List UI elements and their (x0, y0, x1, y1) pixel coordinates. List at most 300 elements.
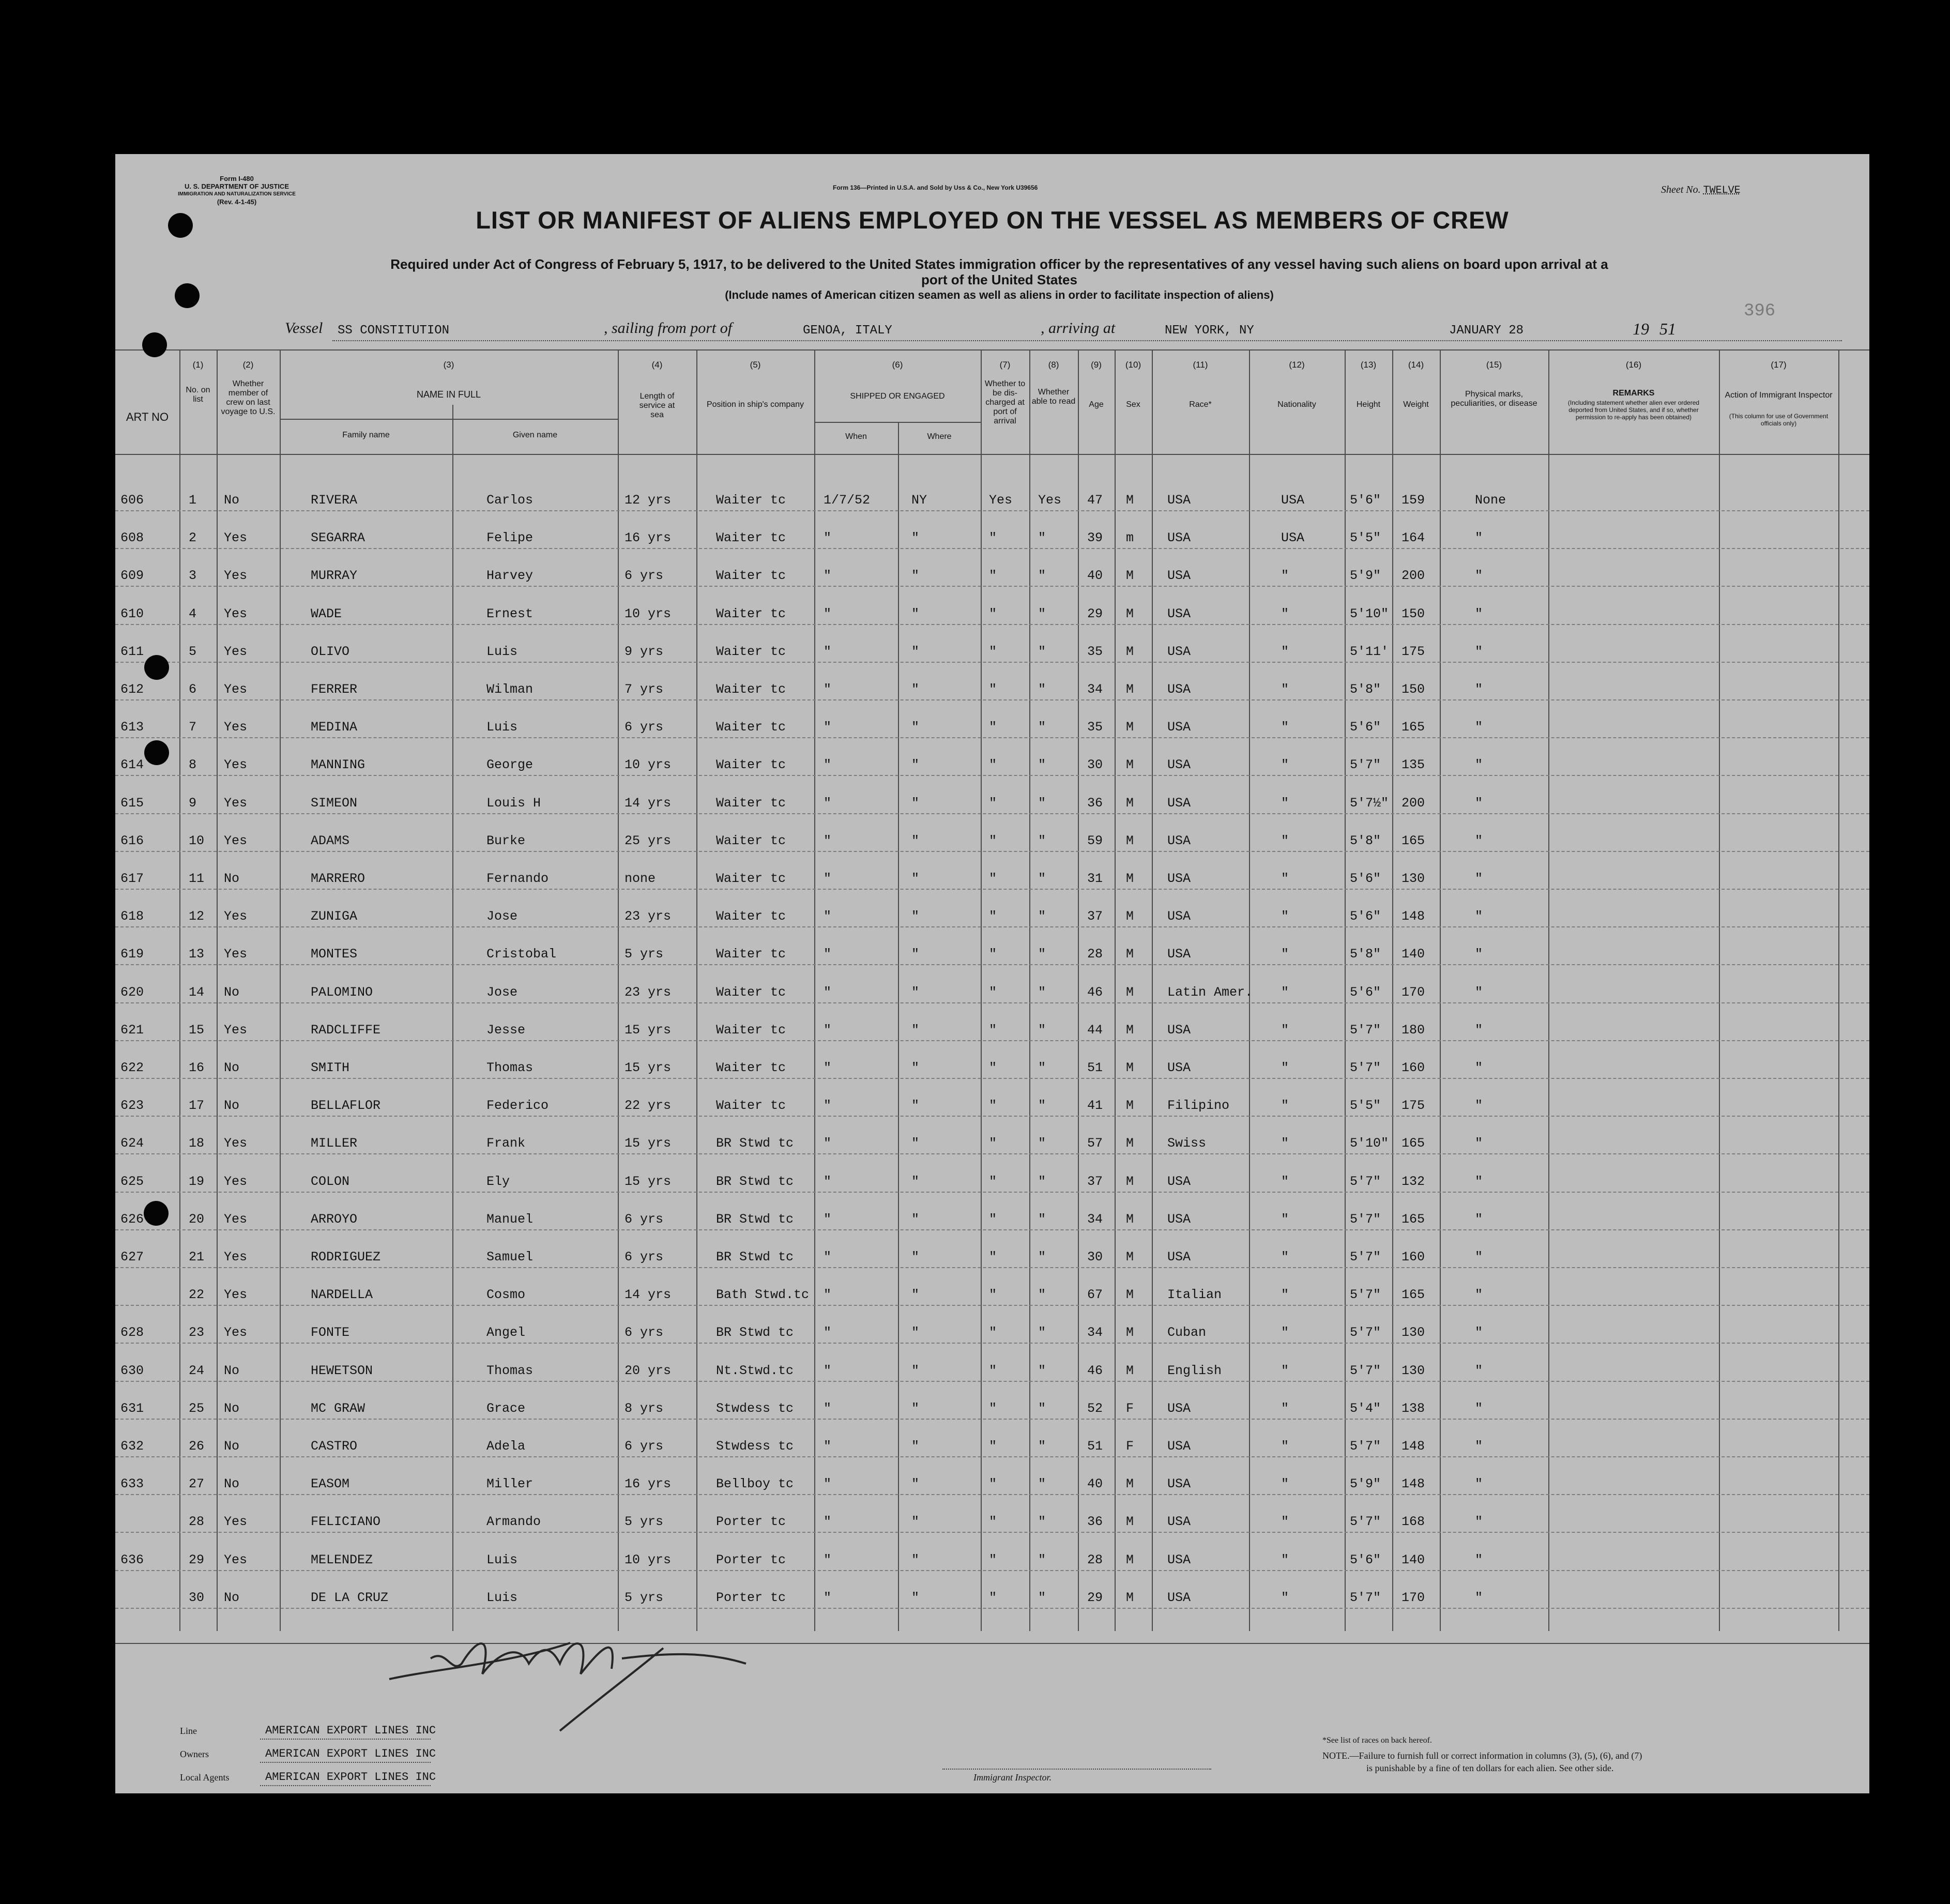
cell-family-name: OLIVO (311, 644, 350, 659)
cell-list-no: 16 (189, 1060, 205, 1075)
cell-service-length: 15 yrs (624, 1174, 672, 1189)
cell-service-length: 6 yrs (624, 1439, 664, 1454)
year-value: 51 (1659, 319, 1676, 338)
row-rule (115, 662, 1869, 663)
cell-last-voyage: Yes (224, 1250, 248, 1265)
cell-last-voyage: Yes (224, 1552, 248, 1567)
cell-shipped-when: " (824, 871, 832, 886)
cell-sex: M (1126, 757, 1134, 772)
col17-num: (17) (1771, 360, 1787, 370)
subtitle (198, 256, 1801, 303)
cell-height: 5'6" (1350, 493, 1381, 508)
cell-able-to-read: " (1038, 1212, 1046, 1227)
cell-nationality: " (1281, 644, 1289, 659)
cell-position: Waiter tc (716, 568, 786, 583)
page-stamp: 396 (1744, 301, 1776, 321)
races-note: *See list of races on back hereof. (1322, 1736, 1432, 1745)
cell-age: 36 (1087, 796, 1103, 811)
cell-nationality: " (1281, 1287, 1289, 1302)
col16-note: (Including statement whether alien ever ordered deported from United States, and if so, whether permission to re-apply has been obtained) (1567, 399, 1700, 421)
cell-position: Waiter tc (716, 947, 786, 962)
row-rule (115, 1305, 1869, 1306)
col9-label: Age (1089, 400, 1104, 409)
cell-sex: M (1126, 1514, 1134, 1529)
cell-nationality: " (1281, 757, 1289, 772)
col14-label: Weight (1403, 400, 1429, 409)
cell-art-no: 613 (120, 720, 144, 735)
cell-art-no: 609 (120, 568, 144, 583)
cell-race: USA (1167, 568, 1191, 583)
cell-height: 5'7" (1350, 1439, 1381, 1454)
cell-given-name: Ely (486, 1174, 510, 1189)
cell-age: 40 (1087, 568, 1103, 583)
cell-given-name: Luis (486, 644, 518, 659)
cell-list-no: 17 (189, 1098, 205, 1113)
cell-height: 5'8" (1350, 682, 1381, 697)
cell-last-voyage: Yes (224, 796, 248, 811)
cell-service-length: 6 yrs (624, 1250, 664, 1265)
cell-weight: 148 (1401, 1476, 1425, 1491)
cell-race: USA (1167, 1552, 1191, 1567)
row-rule (115, 737, 1869, 738)
cell-nationality: " (1281, 1098, 1289, 1113)
cell-age: 67 (1087, 1287, 1103, 1302)
cell-race: USA (1167, 1439, 1191, 1454)
cell-given-name: Grace (486, 1401, 526, 1416)
cell-shipped-where: " (911, 720, 920, 735)
row-rule (115, 586, 1869, 587)
cell-discharged: " (989, 1439, 997, 1454)
cell-service-length: 15 yrs (624, 1060, 672, 1075)
cell-given-name: Thomas (486, 1060, 534, 1075)
cell-able-to-read: " (1038, 833, 1046, 848)
cell-able-to-read: " (1038, 682, 1046, 697)
cell-given-name: Luis (486, 720, 518, 735)
cell-given-name: Carlos (486, 493, 534, 508)
cell-height: 5'7" (1350, 1363, 1381, 1378)
cell-given-name: Luis (486, 1590, 518, 1605)
cell-given-name: Fernando (486, 871, 549, 886)
cell-last-voyage: Yes (224, 1514, 248, 1529)
cell-weight: 130 (1401, 871, 1425, 886)
cell-age: 51 (1087, 1439, 1103, 1454)
cell-position: Waiter tc (716, 909, 786, 924)
cell-service-length: 15 yrs (624, 1136, 672, 1151)
cell-nationality: " (1281, 833, 1289, 848)
cell-shipped-where: " (911, 530, 920, 545)
cell-able-to-read: " (1038, 1514, 1046, 1529)
cell-physical-marks: " (1475, 757, 1483, 772)
col5-label: Position in ship's company (706, 400, 804, 409)
cell-shipped-when: " (824, 644, 832, 659)
cell-list-no: 21 (189, 1250, 205, 1265)
cell-art-no: 627 (120, 1250, 144, 1265)
cell-shipped-when: " (824, 1060, 832, 1075)
cell-position: Porter tc (716, 1590, 786, 1605)
cell-shipped-where: " (911, 1098, 920, 1113)
cell-art-no: 621 (120, 1023, 144, 1038)
cell-list-no: 20 (189, 1212, 205, 1227)
cell-art-no: 608 (120, 530, 144, 545)
arriving-label: , arriving at (1041, 319, 1116, 337)
cell-list-no: 8 (189, 757, 197, 772)
row-rule (115, 1494, 1869, 1495)
row-rule (115, 1343, 1869, 1344)
cell-height: 5'7" (1350, 1287, 1381, 1302)
cell-shipped-where: " (911, 1287, 920, 1302)
cell-weight: 175 (1401, 1098, 1425, 1113)
cell-last-voyage: Yes (224, 909, 248, 924)
cell-last-voyage: No (224, 1060, 240, 1075)
col4-label: Length of service at sea (639, 392, 675, 419)
cell-height: 5'10" (1350, 1136, 1389, 1151)
cell-last-voyage: Yes (224, 1023, 248, 1038)
cell-sex: M (1126, 1552, 1134, 1567)
note-line-2: is punishable by a fine of ten dollars for each alien. See other side. (1366, 1763, 1614, 1773)
owners-label: Owners (180, 1749, 209, 1759)
cell-sex: M (1126, 1287, 1134, 1302)
cell-position: Porter tc (716, 1514, 786, 1529)
cell-list-no: 22 (189, 1287, 205, 1302)
cell-nationality: " (1281, 796, 1289, 811)
col4-num: (4) (651, 360, 663, 370)
cell-last-voyage: Yes (224, 644, 248, 659)
cell-sex: M (1126, 985, 1134, 1000)
col8-num: (8) (1048, 360, 1059, 370)
cell-shipped-where: " (911, 1514, 920, 1529)
cell-age: 47 (1087, 493, 1103, 508)
cell-family-name: SMITH (311, 1060, 350, 1075)
cell-family-name: MEDINA (311, 720, 358, 735)
inspector-label: Immigrant Inspector. (973, 1772, 1052, 1783)
cell-weight: 130 (1401, 1325, 1425, 1340)
agents-value: AMERICAN EXPORT LINES INC (265, 1771, 436, 1784)
cell-given-name: Louis H (486, 796, 541, 811)
punch-hole (144, 1201, 169, 1226)
cell-nationality: " (1281, 606, 1289, 621)
cell-physical-marks: " (1475, 530, 1483, 545)
row-rule (115, 1192, 1869, 1193)
row-rule (115, 1116, 1869, 1117)
cell-sex: M (1126, 720, 1134, 735)
cell-race: Swiss (1167, 1136, 1207, 1151)
cell-service-length: 6 yrs (624, 1212, 664, 1227)
col5-num: (5) (750, 360, 761, 370)
cell-list-no: 11 (189, 871, 205, 886)
cell-nationality: " (1281, 985, 1289, 1000)
cell-shipped-when: " (824, 833, 832, 848)
cell-discharged: " (989, 796, 997, 811)
cell-last-voyage: Yes (224, 833, 248, 848)
col10-label: Sex (1126, 400, 1140, 409)
cell-last-voyage: Yes (224, 1174, 248, 1189)
cell-art-no: 618 (120, 909, 144, 924)
row-rule (115, 851, 1869, 852)
cell-last-voyage: No (224, 1401, 240, 1416)
sheet-number (1661, 184, 1741, 196)
cell-service-length: 6 yrs (624, 1325, 664, 1340)
cell-discharged: " (989, 1136, 997, 1151)
cell-given-name: Cristobal (486, 947, 557, 962)
cell-last-voyage: No (224, 1098, 240, 1113)
cell-discharged: " (989, 1098, 997, 1113)
cell-able-to-read: " (1038, 1060, 1046, 1075)
cell-race: USA (1167, 757, 1191, 772)
cell-nationality: " (1281, 1174, 1289, 1189)
col1-num: (1) (192, 360, 204, 370)
cell-able-to-read: " (1038, 1098, 1046, 1113)
cell-position: Waiter tc (716, 720, 786, 735)
cell-list-no: 24 (189, 1363, 205, 1378)
cell-discharged: " (989, 909, 997, 924)
cell-height: 5'7" (1350, 1250, 1381, 1265)
cell-sex: M (1126, 796, 1134, 811)
cell-list-no: 5 (189, 644, 197, 659)
cell-race: USA (1167, 871, 1191, 886)
cell-family-name: RODRIGUEZ (311, 1250, 381, 1265)
punch-hole (175, 283, 200, 308)
cell-service-length: 23 yrs (624, 909, 672, 924)
cell-shipped-when: " (824, 947, 832, 962)
cell-discharged: " (989, 568, 997, 583)
cell-age: 29 (1087, 1590, 1103, 1605)
cell-race: USA (1167, 530, 1191, 545)
cell-given-name: Thomas (486, 1363, 534, 1378)
cell-shipped-where: " (911, 985, 920, 1000)
cell-service-length: 14 yrs (624, 796, 672, 811)
cell-shipped-when: " (824, 909, 832, 924)
cell-shipped-where: " (911, 606, 920, 621)
cell-age: 44 (1087, 1023, 1103, 1038)
cell-age: 37 (1087, 1174, 1103, 1189)
cell-shipped-where: " (911, 1476, 920, 1491)
cell-weight: 200 (1401, 796, 1425, 811)
cell-position: BR Stwd tc (716, 1212, 794, 1227)
cell-nationality: " (1281, 1552, 1289, 1567)
cell-list-no: 6 (189, 682, 197, 697)
cell-race: USA (1167, 606, 1191, 621)
row-rule (115, 1153, 1869, 1154)
cell-discharged: " (989, 720, 997, 735)
cell-family-name: BELLAFLOR (311, 1098, 381, 1113)
sheet-label: Sheet No. (1661, 184, 1701, 195)
cell-weight: 148 (1401, 1439, 1425, 1454)
cell-nationality: " (1281, 1250, 1289, 1265)
sheet-value: TWELVE (1703, 185, 1741, 196)
cell-able-to-read: " (1038, 1136, 1046, 1151)
cell-race: USA (1167, 909, 1191, 924)
cell-nationality: " (1281, 568, 1289, 583)
cell-family-name: MELENDEZ (311, 1552, 373, 1567)
cell-race: USA (1167, 644, 1191, 659)
cell-art-no: 633 (120, 1476, 144, 1491)
cell-discharged: " (989, 757, 997, 772)
voyage-line-underline (332, 340, 1842, 341)
cell-shipped-where: " (911, 1136, 920, 1151)
cell-sex: M (1126, 1325, 1134, 1340)
cell-given-name: George (486, 757, 534, 772)
cell-physical-marks: " (1475, 1552, 1483, 1567)
cell-family-name: FERRER (311, 682, 358, 697)
cell-weight: 160 (1401, 1250, 1425, 1265)
cell-given-name: Adela (486, 1439, 526, 1454)
cell-height: 5'9" (1350, 568, 1381, 583)
cell-art-no: 615 (120, 796, 144, 811)
cell-weight: 150 (1401, 606, 1425, 621)
cell-discharged: " (989, 1023, 997, 1038)
cell-position: Waiter tc (716, 606, 786, 621)
cell-sex: M (1126, 833, 1134, 848)
cell-service-length: 16 yrs (624, 1476, 672, 1491)
cell-service-length: 5 yrs (624, 1590, 664, 1605)
cell-last-voyage: No (224, 1590, 240, 1605)
cell-list-no: 27 (189, 1476, 205, 1491)
cell-race: Latin Amer. (1167, 985, 1253, 1000)
cell-position: Porter tc (716, 1552, 786, 1567)
cell-sex: F (1126, 1401, 1134, 1416)
cell-position: Bellboy tc (716, 1476, 794, 1491)
cell-sex: M (1126, 1023, 1134, 1038)
cell-nationality: USA (1281, 493, 1305, 508)
cell-shipped-when: " (824, 985, 832, 1000)
cell-discharged: Yes (989, 493, 1013, 508)
cell-nationality: USA (1281, 530, 1305, 545)
cell-nationality: " (1281, 1401, 1289, 1416)
cell-weight: 170 (1401, 1590, 1425, 1605)
cell-physical-marks: " (1475, 985, 1483, 1000)
cell-sex: M (1126, 871, 1134, 886)
cell-position: Stwdess tc (716, 1401, 794, 1416)
cell-sex: M (1126, 1060, 1134, 1075)
cell-physical-marks: None (1475, 493, 1506, 508)
cell-position: Waiter tc (716, 644, 786, 659)
cell-shipped-where: " (911, 909, 920, 924)
cell-list-no: 30 (189, 1590, 205, 1605)
cell-shipped-when: " (824, 1023, 832, 1038)
cell-discharged: " (989, 1174, 997, 1189)
cell-height: 5'5" (1350, 530, 1381, 545)
col11-label: Race* (1189, 400, 1212, 409)
row-rule (115, 510, 1869, 511)
line-label: Line (180, 1726, 197, 1736)
page-title: LIST OR MANIFEST OF ALIENS EMPLOYED ON THE VESSEL AS MEMBERS OF CREW (476, 206, 1509, 234)
col7-num: (7) (999, 360, 1011, 370)
cell-family-name: MANNING (311, 757, 365, 772)
cell-art-no: 617 (120, 871, 144, 886)
cell-height: 5'6" (1350, 985, 1381, 1000)
cell-race: USA (1167, 947, 1191, 962)
cell-nationality: " (1281, 1590, 1289, 1605)
cell-physical-marks: " (1475, 682, 1483, 697)
arrival-year (1633, 319, 1676, 339)
cell-height: 5'7" (1350, 1590, 1381, 1605)
cell-height: 5'6" (1350, 720, 1381, 735)
table-top-rule (115, 349, 1869, 351)
cell-art-no: 612 (120, 682, 144, 697)
cell-height: 5'7" (1350, 757, 1381, 772)
cell-shipped-when: " (824, 1287, 832, 1302)
inspector-signature (374, 1602, 798, 1762)
col12-num: (12) (1289, 360, 1305, 370)
owners-value: AMERICAN EXPORT LINES INC (265, 1747, 436, 1760)
cell-weight: 165 (1401, 720, 1425, 735)
vessel-label: Vessel (285, 319, 323, 337)
cell-last-voyage: Yes (224, 1212, 248, 1227)
cell-nationality: " (1281, 1476, 1289, 1491)
cell-sex: M (1126, 1098, 1134, 1113)
cell-physical-marks: " (1475, 947, 1483, 962)
cell-family-name: MILLER (311, 1136, 358, 1151)
cell-physical-marks: " (1475, 1174, 1483, 1189)
cell-discharged: " (989, 606, 997, 621)
arrival-date: JANUARY 28 (1449, 324, 1524, 338)
cell-weight: 200 (1401, 568, 1425, 583)
cell-shipped-when: " (824, 1363, 832, 1378)
cell-physical-marks: " (1475, 1476, 1483, 1491)
cell-sex: m (1126, 530, 1134, 545)
cell-service-length: 23 yrs (624, 985, 672, 1000)
cell-service-length: 5 yrs (624, 947, 664, 962)
cell-shipped-when: " (824, 796, 832, 811)
cell-height: 5'10" (1350, 606, 1389, 621)
cell-weight: 175 (1401, 644, 1425, 659)
cell-discharged: " (989, 985, 997, 1000)
cell-weight: 130 (1401, 1363, 1425, 1378)
cell-physical-marks: " (1475, 720, 1483, 735)
col12-label: Nationality (1277, 400, 1316, 409)
cell-nationality: " (1281, 1060, 1289, 1075)
cell-race: USA (1167, 682, 1191, 697)
cell-discharged: " (989, 833, 997, 848)
cell-last-voyage: No (224, 1439, 240, 1454)
cell-age: 28 (1087, 1552, 1103, 1567)
cell-physical-marks: " (1475, 644, 1483, 659)
cell-race: USA (1167, 1212, 1191, 1227)
cell-able-to-read: " (1038, 1250, 1046, 1265)
cell-family-name: RADCLIFFE (311, 1023, 381, 1038)
cell-able-to-read: " (1038, 1325, 1046, 1340)
cell-service-length: 10 yrs (624, 606, 672, 621)
cell-art-no: 611 (120, 644, 144, 659)
cell-shipped-where: " (911, 682, 920, 697)
cell-nationality: " (1281, 1023, 1289, 1038)
cell-last-voyage: No (224, 1476, 240, 1491)
cell-sex: M (1126, 1590, 1134, 1605)
cell-shipped-when: " (824, 1476, 832, 1491)
cell-discharged: " (989, 1060, 997, 1075)
cell-weight: 132 (1401, 1174, 1425, 1189)
cell-race: Cuban (1167, 1325, 1207, 1340)
cell-age: 35 (1087, 720, 1103, 735)
cell-age: 30 (1087, 1250, 1103, 1265)
cell-shipped-where: " (911, 757, 920, 772)
cell-discharged: " (989, 644, 997, 659)
cell-art-no: 622 (120, 1060, 144, 1075)
cell-family-name: ARROYO (311, 1212, 358, 1227)
cell-shipped-when: " (824, 606, 832, 621)
cell-last-voyage: Yes (224, 530, 248, 545)
cell-height: 5'8" (1350, 947, 1381, 962)
cell-physical-marks: " (1475, 1590, 1483, 1605)
cell-height: 5'4" (1350, 1401, 1381, 1416)
cell-family-name: FONTE (311, 1325, 350, 1340)
cell-position: Nt.Stwd.tc (716, 1363, 794, 1378)
cell-shipped-where: " (911, 947, 920, 962)
cell-able-to-read: " (1038, 1023, 1046, 1038)
cell-given-name: Felipe (486, 530, 534, 545)
vessel-name: SS CONSTITUTION (338, 324, 450, 338)
cell-service-length: 9 yrs (624, 644, 664, 659)
